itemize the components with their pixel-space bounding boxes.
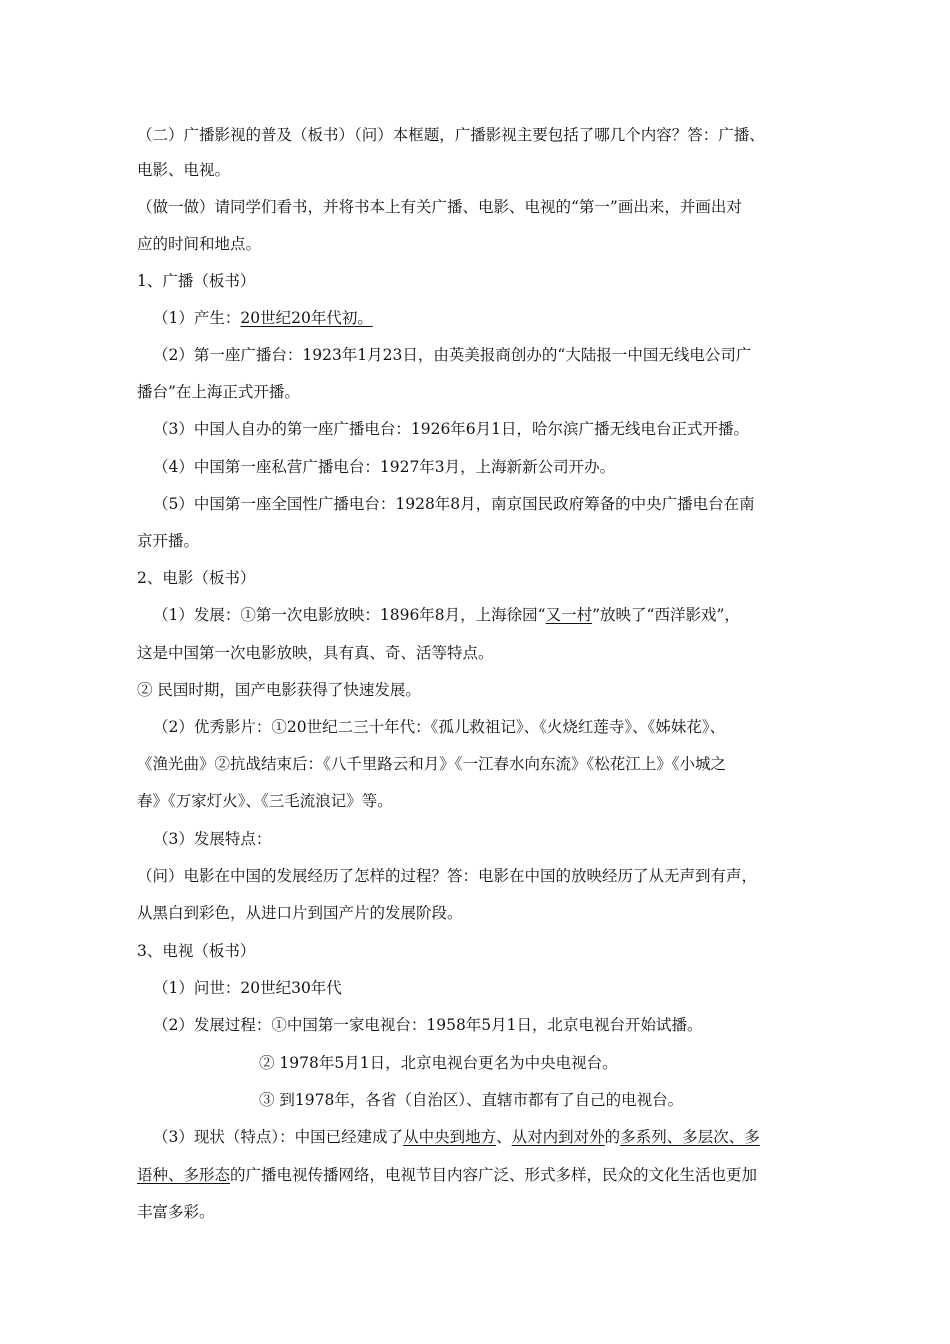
paragraph-line: 应的时间和地点。 xyxy=(137,235,262,253)
paragraph-line: （3）发展特点： xyxy=(153,830,272,848)
paragraph-line: ② 1978年5月1日，北京电视台更名为中央电视台。 xyxy=(259,1054,618,1072)
paragraph-line: （2）发展过程：①中国第一家电视台：1958年5月1日，北京电视台开始试播。 xyxy=(153,1016,703,1034)
paragraph-line: 这是中国第一次电影放映，具有真、奇、活等特点。 xyxy=(137,644,494,662)
paragraph-line: 《渔光曲》②抗战结束后：《八千里路云和月》《一江春水向东流》《松花江上》《小城之 xyxy=(137,755,727,773)
paragraph-line: （5）中国第一座全国性广播电台：1928年8月，南京国民政府筹备的中央广播电台在南 xyxy=(153,495,755,513)
underlined-text: 从中央到地方 xyxy=(403,1128,497,1146)
text-run: 的广播电视传播网络，电视节目内容广泛、形式多样，民众的文化生活也更加 xyxy=(230,1166,758,1184)
paragraph-line xyxy=(137,1165,757,1185)
underlined-text: 又一村 xyxy=(545,606,593,624)
paragraph-line: （4）中国第一座私营广播电台：1927年3月，上海新新公司开办。 xyxy=(153,458,616,476)
paragraph-line: （做一做）请同学们看书，并将书本上有关广播、电影、电视的“第一”画出来，并画出对 xyxy=(137,198,742,216)
section-heading-broadcast-popularization: （二）广播影视的普及（板书）（问）本框题，广播影视主要包括了哪几个内容？答：广播、 xyxy=(137,126,765,144)
text-run: （3）现状（特点）：中国已经建成了 xyxy=(153,1128,404,1146)
paragraph-line: 播台”在上海正式开播。 xyxy=(137,383,300,401)
text-run: 、 xyxy=(496,1128,512,1146)
paragraph-line: 京开播。 xyxy=(137,532,200,550)
underlined-text: 20世纪20年代初。 xyxy=(240,309,373,327)
paragraph-line: （2）第一座广播台：1923年1月23日，由英美报商创办的“大陆报一中国无线电公司广 xyxy=(153,346,752,364)
text-run: （1）产生： xyxy=(153,309,241,327)
subheading-film: 2、电影（板书） xyxy=(137,569,256,587)
paragraph-line xyxy=(153,308,373,328)
paragraph-line: （问）电影在中国的发展经历了怎样的过程？答：电影在中国的放映经历了从无声到有声， xyxy=(137,867,758,885)
paragraph-line: ③ 到1978年，各省（自治区）、直辖市都有了自己的电视台。 xyxy=(259,1091,684,1109)
underlined-text: 语种、多形态 xyxy=(137,1166,231,1184)
paragraph-line: （1）问世：20世纪30年代 xyxy=(153,979,342,997)
paragraph-line xyxy=(153,1127,760,1147)
paragraph-line: （2）优秀影片：①20世纪二三十年代：《孤儿救祖记》、《火烧红莲寺》、《姊妹花》、 xyxy=(153,718,726,736)
paragraph-line: ② 民国时期，国产电影获得了快速发展。 xyxy=(137,681,421,699)
underlined-text: 多系列、多层次、多 xyxy=(620,1128,760,1146)
text-run: ”放映了“西洋影戏”， xyxy=(592,606,740,624)
paragraph-line: 丰富多彩。 xyxy=(137,1203,215,1221)
paragraph-line: 春》《万家灯火》、《三毛流浪记》等。 xyxy=(137,792,393,810)
paragraph-line xyxy=(153,605,740,625)
subheading-broadcast: 1、广播（板书） xyxy=(137,272,256,290)
underlined-text: 从对内到对外 xyxy=(511,1128,605,1146)
paragraph-line: 从黑白到彩色，从进口片到国产片的发展阶段。 xyxy=(137,904,463,922)
paragraph-line: 电影、电视。 xyxy=(137,161,231,179)
text-run: 的 xyxy=(604,1128,621,1146)
paragraph-line: （3）中国人自办的第一座广播电台：1926年6月1日，哈尔滨广播无线电台正式开播。 xyxy=(153,420,750,438)
text-run: （1）发展：①第一次电影放映：1896年8月，上海徐园“ xyxy=(153,606,546,624)
subheading-television: 3、电视（板书） xyxy=(137,942,256,960)
